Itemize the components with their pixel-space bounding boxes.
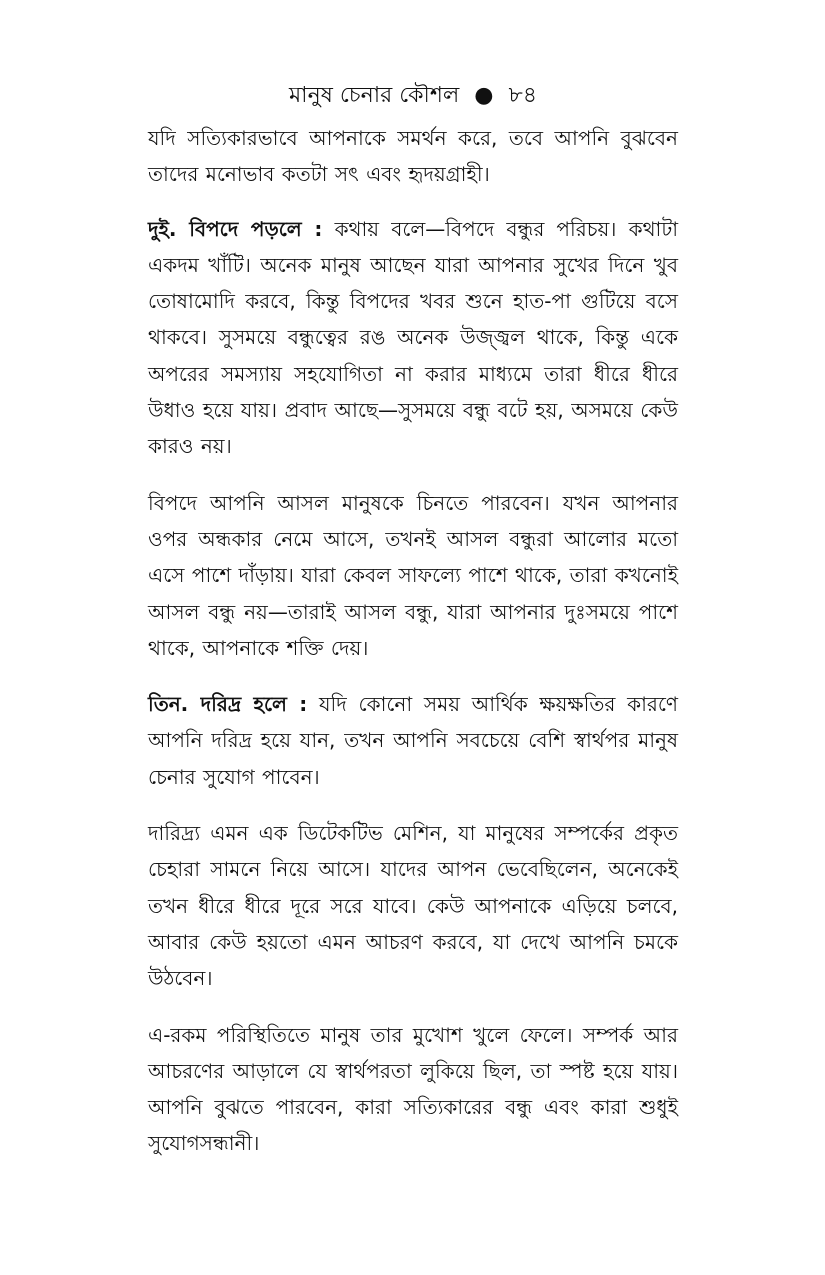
paragraph-5 — [148, 815, 678, 996]
section-heading-two: দুই. বিপদে পড়লে : — [148, 216, 323, 241]
bullet-separator: ● — [474, 83, 494, 108]
book-page — [148, 78, 678, 1182]
paragraph-4 — [148, 686, 678, 795]
paragraph-3 — [148, 485, 678, 666]
paragraph-text: এ-রকম পরিস্থিতিতে মানুষ তার মুখোশ খুলে ফেলে। সম্পর্ক আর আচরণের আড়ালে যে স্বার্থপরতা লুকিয়ে ছিল, তা স্পষ্ট হয়ে যায়। আপনি বুঝতে পারবেন, কারা সত্যিকারের বন্ধু এবং কারা শুধুই সুযোগসন্ধানী। — [148, 1022, 678, 1156]
page-number: ৮৪ — [508, 83, 538, 108]
paragraph-2 — [148, 211, 678, 465]
book-title: মানুষ চেনার কৌশল — [288, 83, 460, 108]
paragraph-text: যদি কোনো সময় আর্থিক ক্ষয়ক্ষতির কারণে আপনি দরিদ্র হয়ে যান, তখন আপনি সবচেয়ে বেশি স্বার্থপর মানুষ চেনার সুযোগ পাবেন। — [148, 692, 679, 789]
paragraph-text: যদি সত্যিকারভাবে আপনাকে সমর্থন করে, তবে আপনি বুঝবেন তাদের মনোভাব কতটা সৎ এবং হৃদয়গ্রাহী। — [148, 126, 678, 187]
paragraph-6 — [148, 1017, 678, 1162]
paragraph-text: দারিদ্র্য এমন এক ডিটেকটিভ মেশিন, যা মানুষের সম্পর্কের প্রকৃত চেহারা সামনে নিয়ে আসে। যাদের আপন ভেবেছিলেন, অনেকেই তখন ধীরে ধীরে দূরে সরে যাবে। কেউ আপনাকে এড়িয়ে চলবে, আবার কেউ হয়তো এমন আচরণ করবে, যা দেখে আপনি চমকে উঠবেন। — [148, 821, 678, 991]
paragraph-1 — [148, 120, 678, 193]
section-heading-three: তিন. দরিদ্র হলে : — [148, 692, 308, 717]
running-header — [148, 78, 678, 114]
paragraph-text: কথায় বলে—বিপদে বন্ধুর পরিচয়। কথাটা একদম খাঁটি। অনেক মানুষ আছেন যারা আপনার সুখের দিনে খুব তোষামোদি করবে, কিন্তু বিপদের খবর শুনে হাত-পা গুটিয়ে বসে থাকবে। সুসময়ে বন্ধুত্বের রঙ অনেক উজ্জ্বল থাকে, কিন্তু একে অপরের সমস্যায় সহযোগিতা না করার মাধ্যমে তারা ধীরে ধীরে উধাও হয়ে যায়। প্রবাদ আছে—সুসময়ে বন্ধু বটে হয়, অসময়ে কেউ কারও নয়। — [148, 216, 679, 459]
paragraph-text: বিপদে আপনি আসল মানুষকে চিনতে পারবেন। যখন আপনার ওপর অন্ধকার নেমে আসে, তখনই আসল বন্ধুরা আলোর মতো এসে পাশে দাঁড়ায়। যারা কেবল সাফল্যে পাশে থাকে, তারা কখনোই আসল বন্ধু নয়—তারাই আসল বন্ধু, যারা আপনার দুঃসময়ে পাশে থাকে, আপনাকে শক্তি দেয়। — [148, 490, 678, 660]
